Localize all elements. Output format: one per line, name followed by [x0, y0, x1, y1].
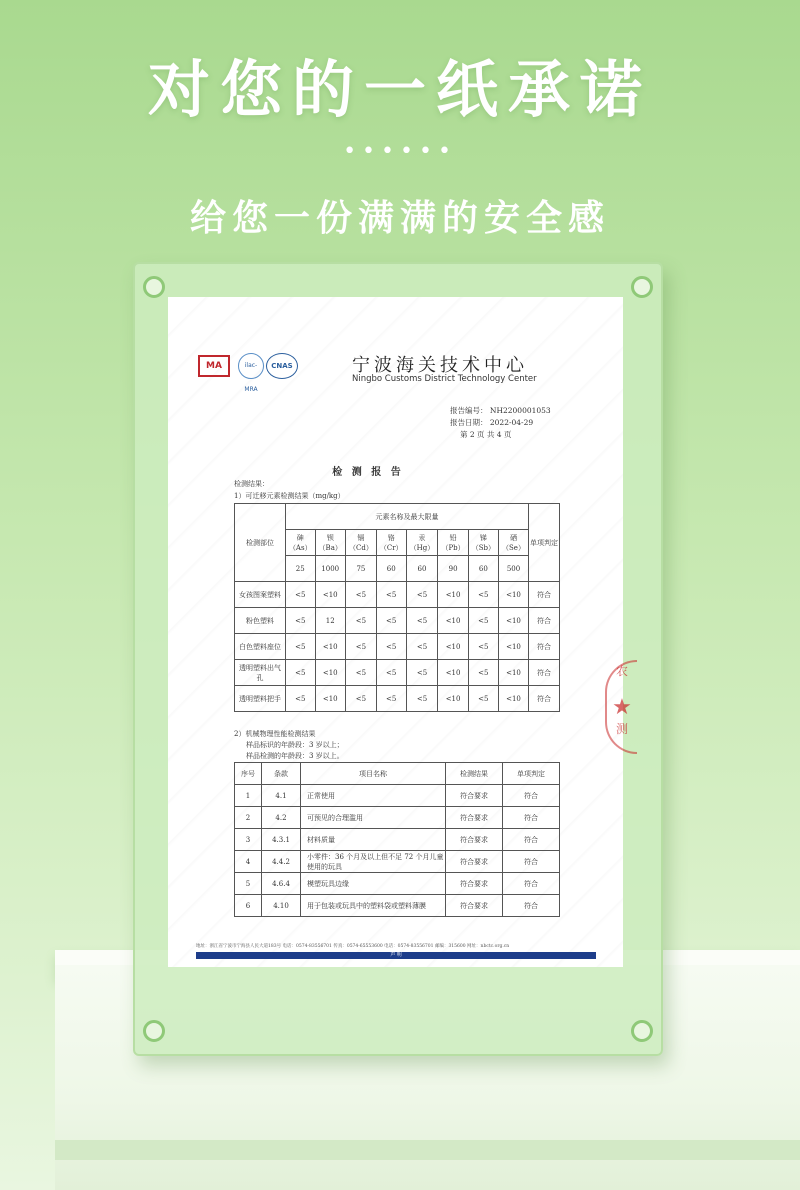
value-cell: <5: [468, 634, 498, 660]
cell: 3: [235, 829, 262, 851]
value-cell: <10: [499, 634, 529, 660]
cell: 4.1: [262, 785, 301, 807]
value-cell: <10: [499, 582, 529, 608]
ilac-logo-icon: ilac-MRA: [238, 353, 264, 379]
stamp-char: 农: [615, 664, 628, 678]
value-cell: <5: [286, 686, 316, 712]
value-cell: <5: [286, 582, 316, 608]
value-cell: <5: [286, 634, 316, 660]
decorative-dots: ••••••: [343, 139, 457, 164]
table-row: [235, 807, 560, 829]
value-cell: <5: [286, 608, 316, 634]
cell: 模塑玩具边缘: [301, 873, 446, 895]
cell: 符合: [503, 873, 560, 895]
judge-cell: 符合: [529, 608, 560, 634]
cell: 符合: [503, 851, 560, 873]
col-part-header: 检测部位: [235, 504, 286, 582]
part-cell: 白色塑料座位: [235, 634, 286, 660]
results-label: 检测结果：: [234, 480, 269, 488]
shelf-edge: [55, 1140, 800, 1160]
col-header: 项目名称: [301, 763, 446, 785]
col-header: 序号: [235, 763, 262, 785]
part-cell: 女孩图案塑料: [235, 582, 286, 608]
value-cell: <10: [315, 660, 345, 686]
cell: 符合要求: [446, 807, 503, 829]
value-cell: <10: [499, 660, 529, 686]
element-header: 钡 （Ba）: [315, 530, 345, 556]
report-paper: [168, 297, 623, 967]
col-header: 检测结果: [446, 763, 503, 785]
cell: 2: [235, 807, 262, 829]
stamp-char: 测: [615, 722, 628, 736]
cell: 5: [235, 873, 262, 895]
cell: 符合要求: [446, 829, 503, 851]
value-cell: <5: [406, 686, 438, 712]
value-cell: <5: [376, 582, 406, 608]
judge-cell: 符合: [529, 582, 560, 608]
cell: 4.3.1: [262, 829, 301, 851]
part-cell: 透明塑料把手: [235, 686, 286, 712]
cell: 4.10: [262, 895, 301, 917]
table-row: [235, 634, 560, 660]
value-cell: <5: [406, 582, 438, 608]
screw-icon: [143, 1020, 165, 1042]
judge-cell: 符合: [529, 686, 560, 712]
age-label-tested: 样品检测的年龄段：3 岁以上。: [246, 752, 344, 760]
cell: 1: [235, 785, 262, 807]
value-cell: <5: [376, 686, 406, 712]
element-header: 汞 （Hg）: [406, 530, 438, 556]
value-cell: <10: [315, 582, 345, 608]
center-name-en: Ningbo Customs District Technology Center: [352, 374, 537, 384]
cell: 符合要求: [446, 851, 503, 873]
cell: 材料质量: [301, 829, 446, 851]
screw-icon: [631, 1020, 653, 1042]
element-group-header: 元素名称及最大限量: [286, 504, 529, 530]
cnas-logo-icon: CNAS: [266, 353, 298, 379]
table-row: [235, 660, 560, 686]
part-cell: 粉色塑料: [235, 608, 286, 634]
cell: 4.4.2: [262, 851, 301, 873]
cell: 4.2: [262, 807, 301, 829]
cell: 6: [235, 895, 262, 917]
cell: 可预见的合理滥用: [301, 807, 446, 829]
age-label-marked: 样品标识的年龄段：3 岁以上；: [246, 741, 344, 749]
screw-icon: [631, 276, 653, 298]
value-cell: <10: [438, 634, 468, 660]
table-row: [235, 686, 560, 712]
value-cell: <5: [376, 634, 406, 660]
table-row: [235, 895, 560, 917]
cell: 符合: [503, 807, 560, 829]
part-cell: 透明塑料出气孔: [235, 660, 286, 686]
cell: 符合要求: [446, 785, 503, 807]
table-row: [235, 829, 560, 851]
value-cell: <5: [468, 660, 498, 686]
value-cell: <5: [345, 634, 376, 660]
value-cell: <5: [468, 686, 498, 712]
value-cell: <5: [468, 582, 498, 608]
value-cell: <5: [406, 660, 438, 686]
element-header: 硒 （Se）: [499, 530, 529, 556]
element-header: 铬 （Cr）: [376, 530, 406, 556]
mechanical-table: [234, 762, 560, 917]
screw-icon: [143, 276, 165, 298]
report-number: 报告编号： NH2200001053: [450, 406, 551, 415]
section2-label: 2）机械物理性能检测结果: [234, 730, 316, 738]
cell: 小零件：36 个月及以上但不足 72 个月儿童使用的玩具: [301, 851, 446, 873]
star-icon: ★: [612, 695, 632, 720]
hero-title: 对您的一纸承诺: [147, 53, 652, 126]
value-cell: <10: [315, 634, 345, 660]
table-row: [235, 873, 560, 895]
limit-cell: 60: [376, 556, 406, 582]
limit-cell: 90: [438, 556, 468, 582]
table-row: [235, 851, 560, 873]
cell: 符合要求: [446, 895, 503, 917]
value-cell: <5: [406, 634, 438, 660]
value-cell: <5: [345, 608, 376, 634]
cell: 符合要求: [446, 873, 503, 895]
center-name-cn: 宁波海关技术中心: [352, 355, 528, 376]
value-cell: <5: [345, 660, 376, 686]
element-header: 铅 （Pb）: [438, 530, 468, 556]
value-cell: <5: [376, 608, 406, 634]
limit-cell: 60: [468, 556, 498, 582]
table-row: [235, 608, 560, 634]
section1-label: 1）可迁移元素检测结果（mg/kg）: [234, 492, 345, 500]
value-cell: <10: [499, 686, 529, 712]
footer-address: 地址：浙江省宁波市宁海县人民大道183号 电话：0574-83556701 传真：0574-65553600 电话：0574-83556701 邮编：315600 网址：nbctc.org.cn: [196, 944, 510, 949]
page-number: 第 2 页 共 4 页: [460, 430, 512, 439]
hero-subtitle: 给您一份满满的安全感: [189, 198, 610, 239]
limit-cell: 25: [286, 556, 316, 582]
element-table: [234, 503, 560, 712]
value-cell: <10: [438, 608, 468, 634]
value-cell: <10: [438, 660, 468, 686]
judge-cell: 符合: [529, 660, 560, 686]
cell: 4.6.4: [262, 873, 301, 895]
cell: 用于包装或玩具中的塑料袋或塑料薄膜: [301, 895, 446, 917]
element-header: 砷 （As）: [286, 530, 316, 556]
limit-cell: 1000: [315, 556, 345, 582]
limit-cell: 75: [345, 556, 376, 582]
value-cell: <5: [468, 608, 498, 634]
col-header: 单项判定: [503, 763, 560, 785]
cell: 4: [235, 851, 262, 873]
value-cell: <10: [499, 608, 529, 634]
element-header: 镉 （Cd）: [345, 530, 376, 556]
value-cell: <5: [376, 660, 406, 686]
col-judge-header: 单项判定: [529, 504, 560, 582]
value-cell: <10: [438, 686, 468, 712]
report-meta: [450, 405, 551, 441]
cell: 符合: [503, 829, 560, 851]
report-title: 检 测 报 告: [332, 467, 404, 478]
table-row: [235, 785, 560, 807]
element-header: 锑 （Sb）: [468, 530, 498, 556]
red-seal-stamp: [605, 660, 637, 754]
value-cell: <5: [345, 582, 376, 608]
value-cell: <5: [345, 686, 376, 712]
cell: 符合: [503, 895, 560, 917]
footer-notice: 声 明: [390, 952, 402, 958]
cell: 符合: [503, 785, 560, 807]
col-header: 条款: [262, 763, 301, 785]
value-cell: 12: [315, 608, 345, 634]
limit-cell: 60: [406, 556, 438, 582]
value-cell: <5: [406, 608, 438, 634]
value-cell: <5: [286, 660, 316, 686]
limit-cell: 500: [499, 556, 529, 582]
value-cell: <10: [315, 686, 345, 712]
cma-logo-icon: MA: [198, 355, 230, 377]
judge-cell: 符合: [529, 634, 560, 660]
report-date: 报告日期： 2022-04-29: [450, 418, 534, 427]
table-row: [235, 582, 560, 608]
value-cell: <10: [438, 582, 468, 608]
footer-notice-bar: [196, 952, 596, 959]
cell: 正常使用: [301, 785, 446, 807]
